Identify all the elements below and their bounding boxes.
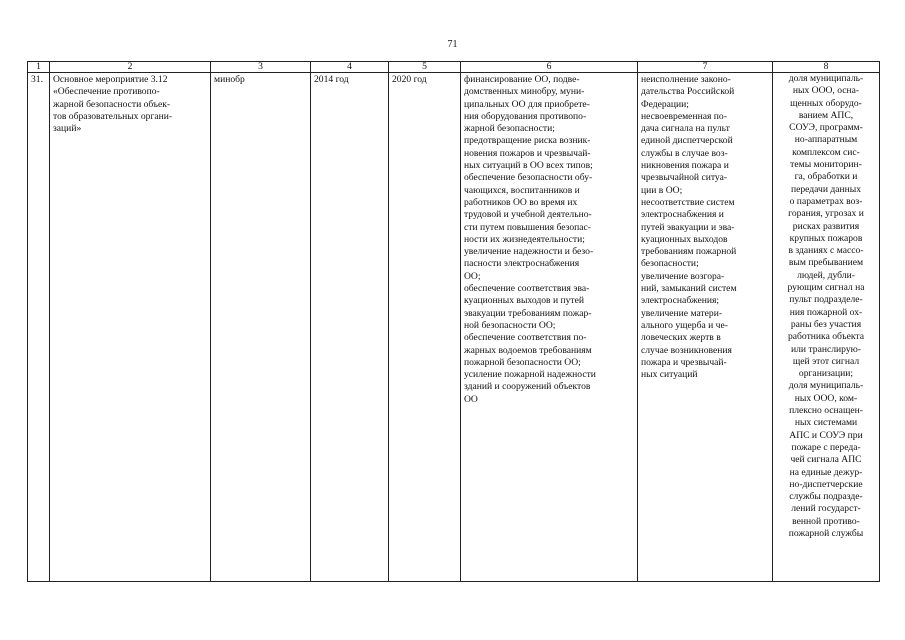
text-line: га, обработки и — [794, 171, 858, 183]
text-line: доля муниципаль- — [788, 380, 864, 392]
text-line: СОУЭ, программ- — [789, 122, 863, 134]
text-line: чей сигнала АПС — [790, 454, 862, 466]
text-line: ний, замыканий систем — [641, 283, 737, 295]
text-line: о параметрах воз- — [789, 195, 863, 207]
text-line: требованиям пожарной — [641, 246, 737, 258]
text-line: пасности электроснабжения — [464, 258, 580, 270]
text-line: ных ООО, осна- — [792, 85, 860, 97]
text-line: жарной безопасности; — [464, 123, 555, 135]
text-line: ального ущерба и че- — [641, 319, 728, 331]
text-line: на единые дежур- — [789, 466, 863, 478]
text-line: никновения пожара и — [641, 160, 729, 172]
column-number-5: 5 — [389, 62, 461, 73]
text-line: обеспечение безопасности обу- — [464, 172, 593, 184]
column-number-2: 2 — [50, 62, 211, 73]
text-line: или транслирую- — [791, 343, 861, 355]
text-line: чающихся, воспитанников и — [464, 184, 580, 196]
text-line: ОО; — [464, 270, 481, 282]
non-implementation-consequences — [641, 74, 769, 381]
row-number-cell — [28, 73, 50, 582]
text-line: крупных пожаров — [789, 232, 863, 244]
text-line: безопасности; — [641, 258, 699, 270]
executor: минобр — [214, 74, 245, 85]
column-number-row — [28, 62, 880, 73]
text-line: ных ситуаций — [641, 369, 698, 381]
column-number-3: 3 — [211, 62, 311, 73]
measure-content — [464, 74, 634, 406]
text-line: дательства Российской — [641, 86, 735, 98]
text-line: увеличение возгора- — [641, 270, 725, 282]
text-line: тов образовательных органи- — [53, 110, 173, 122]
text-line: пульт подразделе- — [789, 294, 863, 306]
text-line: пожарной службы — [788, 527, 864, 539]
text-line: ных системами — [794, 417, 858, 429]
end-year: 2020 год — [392, 74, 427, 85]
text-line: службы подразде- — [789, 491, 863, 503]
text-line: горания, угрозах и — [788, 208, 864, 220]
column-number-7: 7 — [638, 62, 773, 73]
text-line: чрезвычайной ситуа- — [641, 172, 728, 184]
column-number-1: 1 — [28, 62, 50, 73]
text-line: раны без участия — [790, 318, 862, 330]
text-line: трудовой и учебной деятельно- — [464, 209, 592, 221]
measure-name — [53, 74, 207, 135]
row-number: 31. — [31, 74, 43, 85]
text-line: сти путем повышения безопас- — [464, 221, 591, 233]
text-line: щенных оборудо- — [790, 97, 862, 109]
text-line: новения пожаров и чрезвычай- — [464, 147, 591, 159]
measures-table — [27, 61, 880, 582]
text-line: ловеческих жертв в — [641, 332, 721, 344]
text-line: пожара и чрезвычай- — [641, 356, 727, 368]
text-line: но-аппаратным — [794, 134, 858, 146]
text-line: зданий и сооружений объектов — [464, 381, 591, 393]
text-line: венной противо- — [792, 515, 860, 527]
text-line: дача сигнала на пульт — [641, 123, 730, 135]
text-line: темы мониторин- — [790, 159, 862, 171]
text-line: обеспечение соответствия по- — [464, 332, 587, 344]
text-line: вым пребыванием — [788, 257, 864, 269]
text-line: пожарной безопасности ОО; — [464, 356, 581, 368]
text-line: но-диспетчерские — [789, 478, 863, 490]
text-line: электроснабжения; — [641, 295, 720, 307]
text-line: случае возникновения — [641, 344, 732, 356]
content-cell — [461, 73, 638, 582]
text-line: электроснабжения и — [641, 209, 724, 221]
text-line: жарной безопасности объек- — [53, 98, 171, 110]
text-line: ных ситуаций в ОО всех типов; — [464, 160, 593, 172]
text-line: жарных водоемов требованиям — [464, 344, 592, 356]
text-line: в зданиях с массо- — [788, 245, 864, 257]
text-line: куационных выходов и путей — [464, 295, 585, 307]
text-line: людей, дубли- — [797, 269, 855, 281]
text-line: куационных выходов — [641, 233, 728, 245]
text-line: увеличение матери- — [641, 307, 723, 319]
table-row — [28, 73, 880, 582]
text-line: увеличение надежности и безо- — [464, 246, 594, 258]
text-line: эвакуации требованиям пожар- — [464, 307, 592, 319]
text-line: Основное мероприятие 3.12 — [53, 74, 168, 85]
text-line: ния пожарной ох- — [789, 306, 863, 318]
text-line: единой диспетчерской — [641, 135, 733, 147]
text-line: ципальных ОО для приобрете- — [464, 98, 590, 110]
text-line: Федерации; — [641, 98, 689, 110]
text-line: домственных минобру, муни- — [464, 86, 585, 98]
text-line: несвоевременная по- — [641, 110, 727, 122]
end-year-cell — [389, 73, 461, 582]
consequences-cell — [638, 73, 773, 582]
text-line: ния оборудования противопо- — [464, 110, 587, 122]
text-line: ОО — [464, 393, 478, 405]
text-line: предотвращение риска возник- — [464, 135, 591, 147]
text-line: плексно оснащен- — [789, 405, 863, 417]
text-line: щей этот сигнал — [792, 355, 860, 367]
related-indicators — [776, 73, 876, 540]
text-line: рисках развития — [792, 220, 860, 232]
start-year-cell — [311, 73, 389, 582]
page-number: 71 — [447, 39, 458, 50]
executor-cell — [211, 73, 311, 582]
text-line: ной безопасности ОО; — [464, 319, 556, 331]
text-line: организации; — [798, 368, 854, 380]
column-number-4: 4 — [311, 62, 389, 73]
text-line: заций» — [53, 123, 82, 135]
column-number-6: 6 — [461, 62, 638, 73]
text-line: пожаре с переда- — [791, 441, 861, 453]
text-line: лений государст- — [791, 503, 861, 515]
text-line: «Обеспечение противопо- — [53, 86, 160, 98]
text-line: обеспечение соответствия эва- — [464, 283, 590, 295]
text-line: доля муниципаль- — [788, 73, 864, 84]
text-line: ции в ОО; — [641, 184, 683, 196]
indicators-cell — [773, 73, 880, 582]
text-line: ных ООО, ком- — [794, 392, 858, 404]
text-line: работников ОО во время их — [464, 196, 578, 208]
text-line: комплексом сис- — [792, 146, 860, 158]
text-line: путей эвакуации и эва- — [641, 221, 735, 233]
text-line: ности их жизнедеятельности; — [464, 233, 585, 245]
text-line: службы в случае воз- — [641, 147, 728, 159]
measure-name-cell — [50, 73, 211, 582]
start-year: 2014 год — [314, 74, 349, 85]
text-line: ванием АПС, — [798, 109, 854, 121]
text-line: неисполнение законо- — [641, 74, 731, 85]
text-line: рующим сигнал на — [787, 282, 865, 294]
text-line: усиление пожарной надежности — [464, 369, 596, 381]
text-line: несоответствие систем — [641, 196, 735, 208]
text-line: финансирование ОО, подве- — [464, 74, 580, 85]
text-line: работника объекта — [787, 331, 864, 343]
text-line: АПС и СОУЭ при — [789, 429, 863, 441]
text-line: передачи данных — [790, 183, 862, 195]
column-number-8: 8 — [773, 62, 880, 73]
